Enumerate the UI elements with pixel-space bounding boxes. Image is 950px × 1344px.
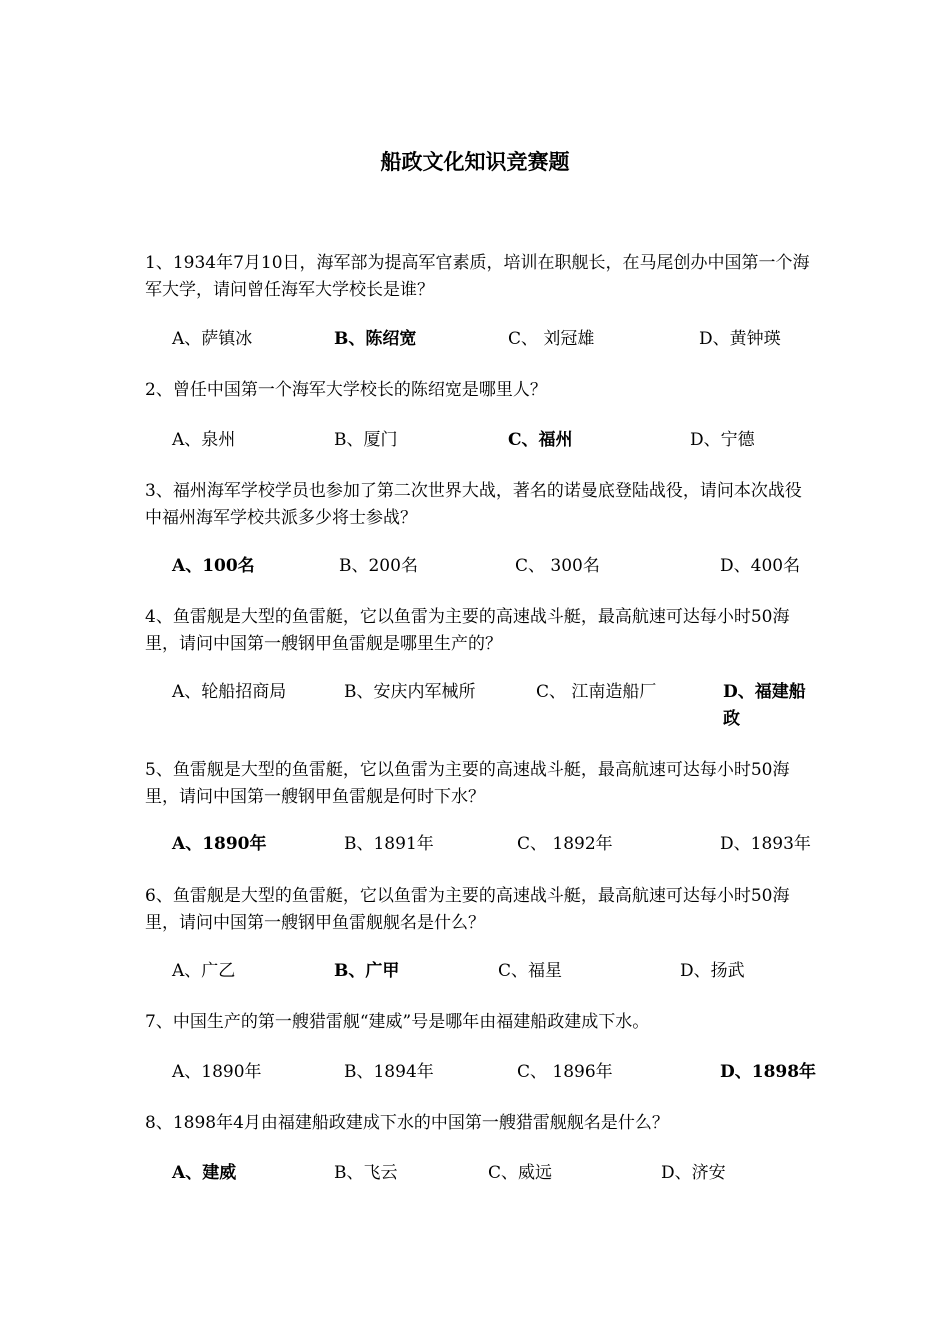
option-c: C、 刘冠雄 <box>508 329 595 349</box>
option-c-answer: C、福州 <box>508 430 573 450</box>
option-a-answer: A、100名 <box>172 556 255 576</box>
question-text: 7、中国生产的第一艘猎雷舰“建威”号是哪年由福建船政建成下水。 <box>145 1012 650 1032</box>
option-c: C、福星 <box>498 961 563 981</box>
question-text: 3、福州海军学校学员也参加了第二次世界大战，著名的诺曼底登陆战役，请问本次战役中福州海军学校共派多少将士参战？ <box>145 481 802 528</box>
option-a-answer: A、1890年 <box>172 834 267 854</box>
option-a: A、广乙 <box>172 961 236 981</box>
option-d-answer <box>723 679 811 733</box>
option-a: A、萨镇冰 <box>172 329 253 349</box>
option-d: D、扬武 <box>680 961 745 981</box>
question-text: 5、鱼雷舰是大型的鱼雷艇，它以鱼雷为主要的高速战斗艇，最高航速可达每小时50海里，请问中国第一艘钢甲鱼雷舰是何时下水？ <box>145 760 790 807</box>
question-text: 1、1934年7月10日，海军部为提高军官素质，培训在职舰长，在马尾创办中国第一个海军大学，请问曾任海军大学校长是谁？ <box>145 253 810 300</box>
option-d-answer: D、1898年 <box>720 1062 817 1082</box>
option-c: C、 江南造船厂 <box>536 682 657 702</box>
option-b: B、飞云 <box>334 1163 398 1183</box>
option-b-answer: B、陈绍宽 <box>334 329 417 349</box>
option-d: D、济安 <box>661 1163 726 1183</box>
option-c: C、威远 <box>488 1163 553 1183</box>
option-c: C、 1896年 <box>517 1062 613 1082</box>
option-b: B、1891年 <box>344 834 434 854</box>
option-a: A、泉州 <box>172 430 236 450</box>
question-text: 2、曾任中国第一个海军大学校长的陈绍宽是哪里人？ <box>145 380 547 400</box>
option-b: B、200名 <box>339 556 418 576</box>
option-d: D、宁德 <box>690 430 755 450</box>
option-c: C、 300名 <box>515 556 600 576</box>
option-a-answer: A、建威 <box>172 1163 237 1183</box>
question-text: 6、鱼雷舰是大型的鱼雷艇，它以鱼雷为主要的高速战斗艇，最高航速可达每小时50海里，请问中国第一艘钢甲鱼雷舰舰名是什么？ <box>145 886 790 933</box>
option-d-answer-label: D、福建船政 <box>723 682 806 729</box>
option-b: B、厦门 <box>334 430 398 450</box>
question-text: 8、1898年4月由福建船政建成下水的中国第一艘猎雷舰舰名是什么？ <box>145 1113 669 1133</box>
option-b: B、安庆内军械所 <box>344 682 476 702</box>
question-text: 4、鱼雷舰是大型的鱼雷艇，它以鱼雷为主要的高速战斗艇，最高航速可达每小时50海里，请问中国第一艘钢甲鱼雷舰是哪里生产的？ <box>145 607 790 654</box>
option-b-answer: B、广甲 <box>334 961 400 981</box>
option-d: D、1893年 <box>720 834 811 854</box>
option-a: A、1890年 <box>172 1062 262 1082</box>
option-a: A、轮船招商局 <box>172 682 287 702</box>
page-title: 船政文化知识竞赛题 <box>380 149 570 174</box>
option-d: D、400名 <box>720 556 801 576</box>
option-c: C、 1892年 <box>517 834 613 854</box>
option-d: D、黄钟瑛 <box>699 329 781 349</box>
option-b: B、1894年 <box>344 1062 434 1082</box>
